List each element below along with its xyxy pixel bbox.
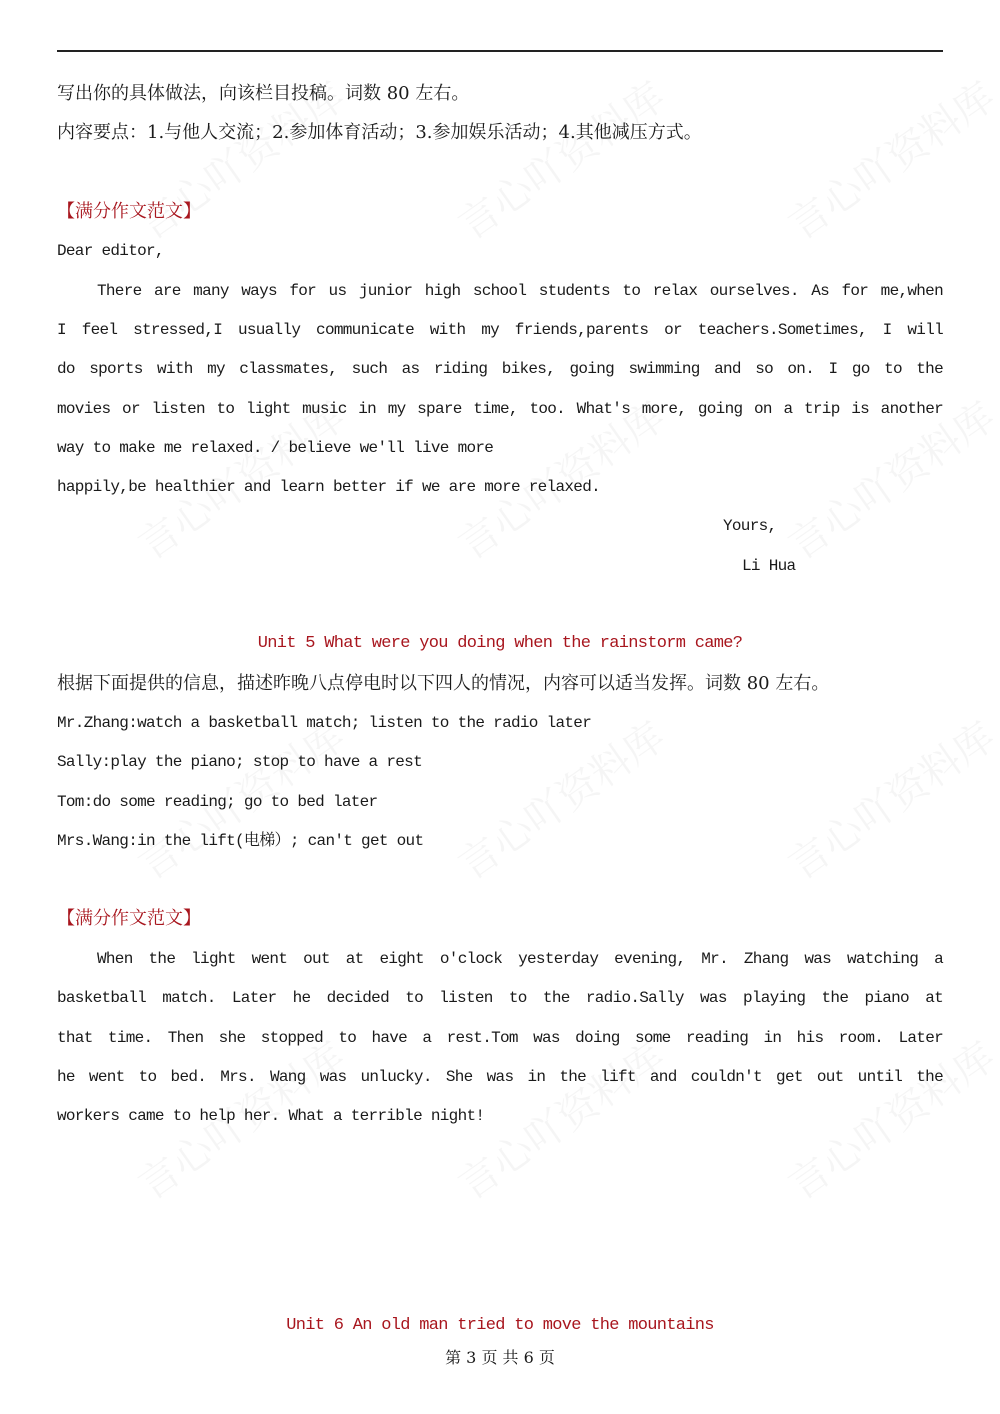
intro-line: 写出你的具体做法，向该栏目投稿。词数 80 左右。 xyxy=(57,83,470,104)
essay-line: I feel stressed,I usually communicate with my friends,parents or teachers.Sometimes, I will xyxy=(57,321,943,339)
info-item: Sally:play the piano; stop to have a rest xyxy=(57,753,422,771)
signature: Li Hua xyxy=(742,557,796,575)
instruction: 根据下面提供的信息，描述昨晚八点停电时以下四人的情况，内容可以适当发挥。词数 80 左右。 xyxy=(57,673,830,694)
essay-line: basketball match. Later he decided to listen to the radio.Sally was playing the piano at xyxy=(57,989,943,1007)
intro-line: 内容要点：1.与他人交流；2.参加体育活动；3.参加娱乐活动；4.其他减压方式。 xyxy=(57,122,702,143)
essay-line: he went to bed. Mrs. Wang was unlucky. She was in the lift and couldn't get out until the xyxy=(57,1068,943,1086)
info-item: Mrs.Wang:in the lift(电梯）; can't get out xyxy=(57,832,424,850)
header-rule xyxy=(57,50,943,52)
essay-line: happily,be healthier and learn better if we are more relaxed. xyxy=(57,478,600,496)
essay-line: workers came to help her. What a terrible night! xyxy=(57,1107,485,1125)
essay-line: that time. Then she stopped to have a rest.Tom was doing some reading in his room. Later xyxy=(57,1029,943,1047)
info-item: Mr.Zhang:watch a basketball match; listen to the radio later xyxy=(57,714,592,732)
closing: Yours, xyxy=(723,517,777,535)
essay-line: do sports with my classmates, such as riding bikes, going swimming and so on. I go to the xyxy=(57,360,943,378)
essay-line: When the light went out at eight o'clock yesterday evening, Mr. Zhang was watching a xyxy=(97,950,943,968)
unit5-title: Unit 5 What were you doing when the rainstorm came? xyxy=(257,634,743,653)
greeting: Dear editor, xyxy=(57,242,164,260)
page-number: 第 3 页 共 6 页 xyxy=(445,1348,555,1367)
unit6-title: Unit 6 An old man tried to move the mountains xyxy=(286,1316,714,1335)
essay-line: There are many ways for us junior high school students to relax ourselves. As for me,when xyxy=(97,282,943,300)
essay-heading: 【满分作文范文】 xyxy=(57,908,201,929)
essay-line: movies or listen to light music in my spare time, too. What's more, going on a trip is another xyxy=(57,400,943,418)
info-item: Tom:do some reading; go to bed later xyxy=(57,793,378,811)
essay-heading: 【满分作文范文】 xyxy=(57,201,201,222)
essay-line: way to make me relaxed. / believe we'll live more xyxy=(57,439,494,457)
